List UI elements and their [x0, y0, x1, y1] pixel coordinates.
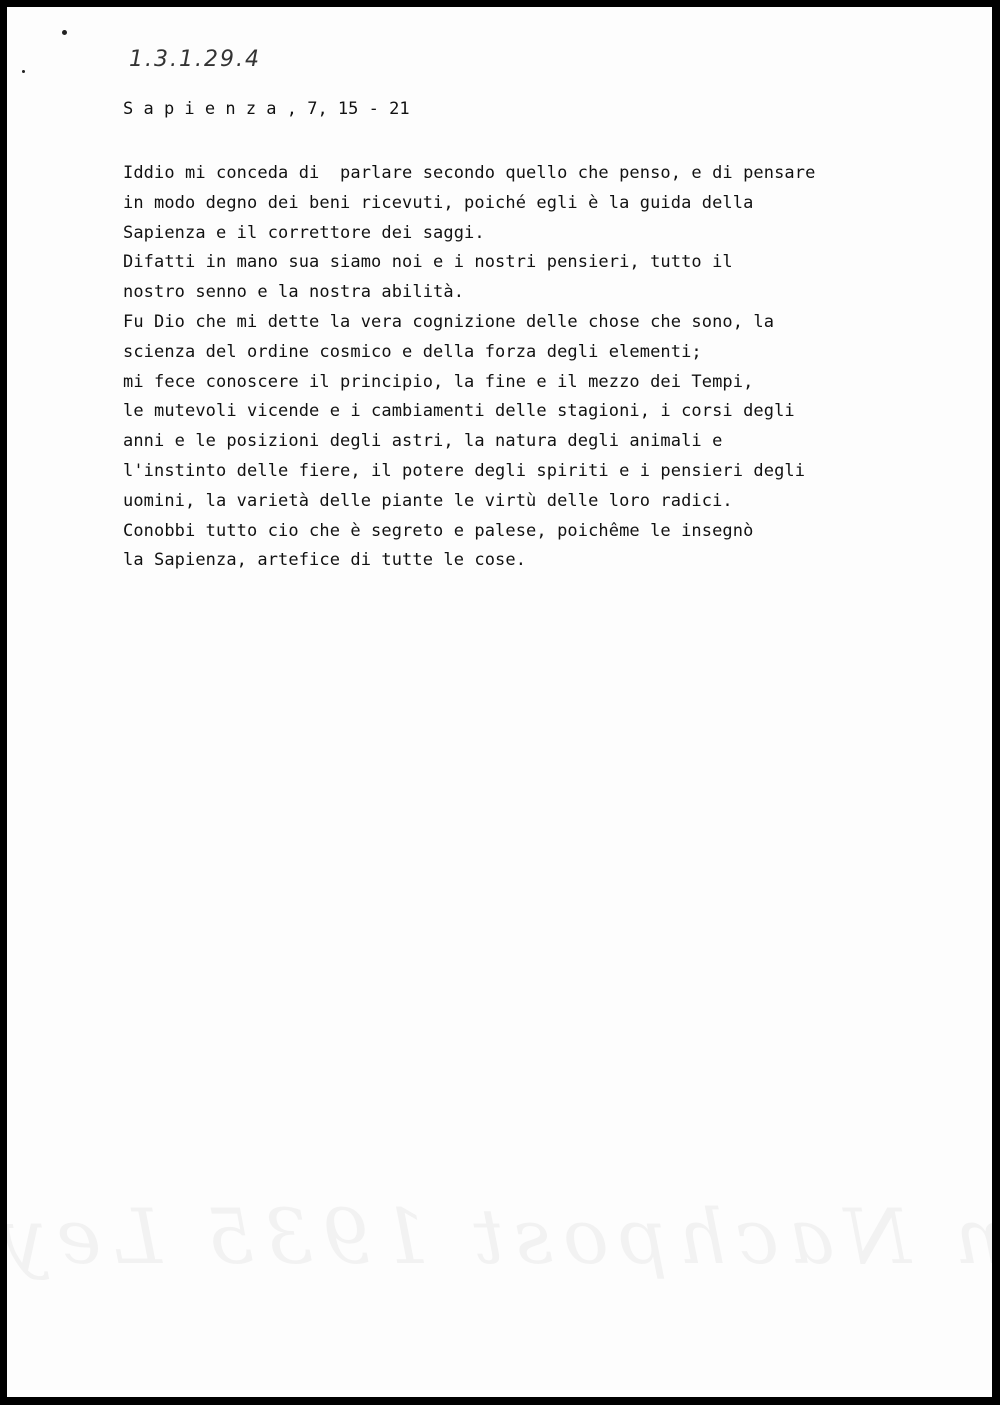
ink-dot — [62, 30, 67, 35]
ink-dot — [22, 70, 25, 73]
archive-number: 1.3.1.29.4 — [129, 47, 261, 72]
page-title: S a p i e n z a , 7, 15 - 21 — [123, 99, 410, 119]
text-line: Sapienza e il correttore dei saggi. — [123, 222, 485, 243]
text-line: Iddio mi conceda di parlare secondo quello che penso, e di pensare — [123, 163, 816, 183]
text-line: la Sapienza, artefice di tutte le cose. — [123, 550, 527, 571]
text-line: Conobbi tutto cio che è segreto e palese, poichême le insegnò — [123, 520, 754, 541]
text-line: mi fece conoscere il principio, la fine e il mezzo dei Tempi, — [123, 371, 754, 392]
text-line: Difatti in mano sua siamo noi e i nostri pensieri, tutto il — [123, 252, 733, 273]
text-line: le mutevoli vicende e i cambiamenti delle stagioni, i corsi degli — [123, 401, 795, 422]
text-line: scienza del ordine cosmico e della forza degli elementi; — [123, 341, 702, 362]
text-line: in modo degno dei beni ricevuti, poiché egli è la guida della — [123, 192, 754, 213]
body-text — [123, 159, 815, 576]
text-line: l'instinto delle fiere, il potere degli spiriti e i pensieri degli — [123, 460, 806, 481]
document-page — [7, 7, 992, 1397]
text-line: Fu Dio che mi dette la vera cognizione delle chose che sono, la — [123, 311, 775, 332]
text-line: anni e le posizioni degli astri, la natura degli animali e — [123, 431, 723, 452]
text-line: uomini, la varietà delle piante le virtù delle loro radici. — [123, 490, 733, 511]
watermark — [7, 1192, 992, 1281]
text-line: nostro senno e la nostra abilità. — [123, 282, 465, 303]
